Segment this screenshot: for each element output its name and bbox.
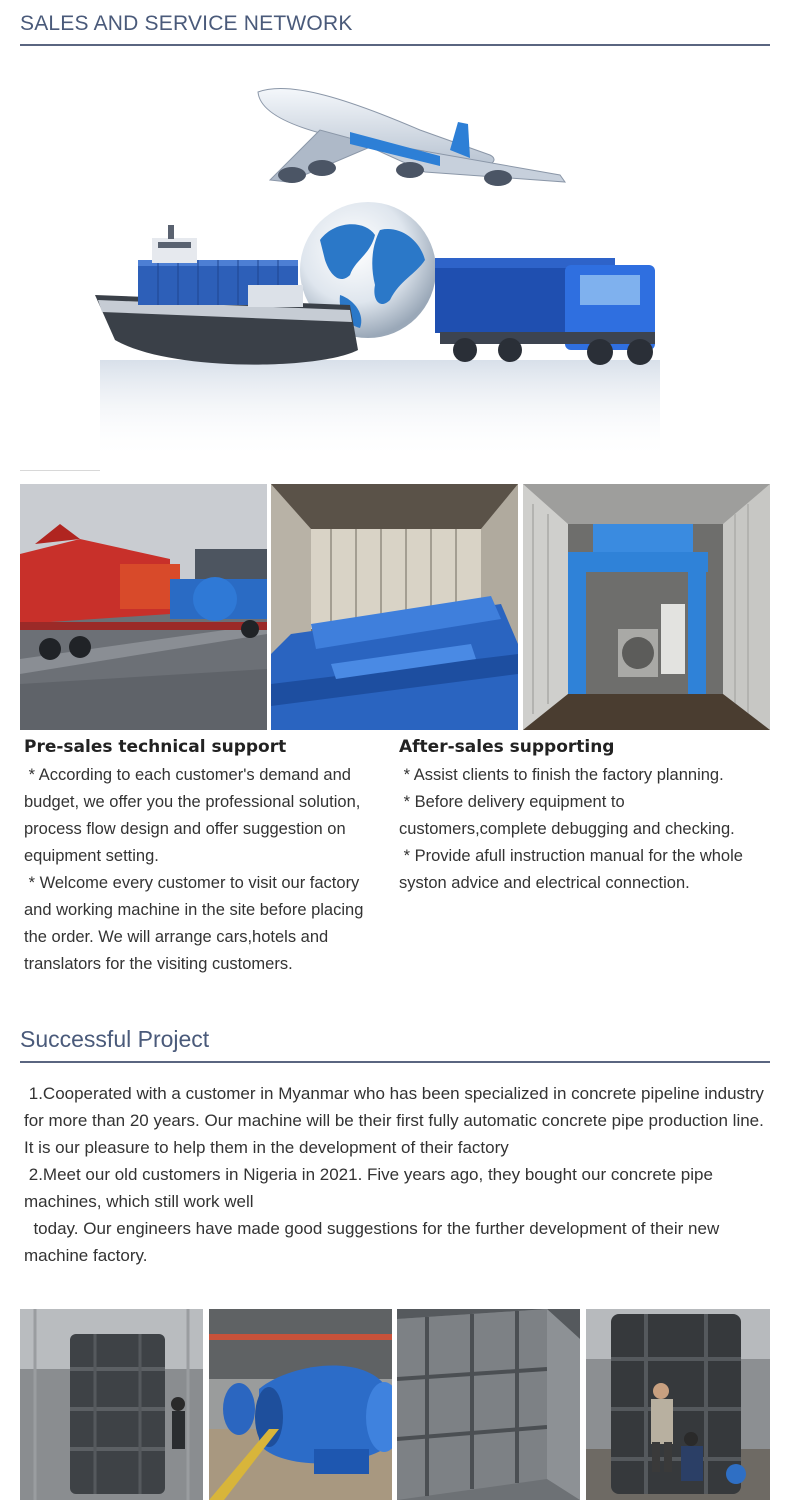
logistics-illustration [20,60,770,465]
after-sales-heading: After-sales supporting [399,737,615,757]
project-photo-pipe-mold [20,1309,203,1500]
sales-network-title: SALES AND SERVICE NETWORK [20,12,770,46]
container-machine-photo [523,484,770,730]
pre-sales-heading: Pre-sales technical support [24,737,287,757]
pre-sales-body: * According to each customer's demand and budget, we offer you the professional solution, process flow design and offer suggestion on equipment setting. * Welcome every customer to visit our factory and working machine in the site before placing the order. We will arrange cars,hotels and translators for the visiting customers. [24,766,364,973]
truck-icon [435,258,655,365]
after-sales-column [399,735,764,897]
truck-loading-photo [20,484,267,730]
project-photo-square-mold [397,1309,580,1500]
airplane-icon [258,88,565,186]
project-photo-blue-mold [209,1309,392,1500]
pre-sales-column [24,735,386,978]
divider [20,470,100,471]
project-photo-workers [586,1309,770,1500]
successful-project-title: Successful Project [20,1026,770,1063]
project-description: 1.Cooperated with a customer in Myanmar who has been specialized in concrete pipeline industry for more than 20 years. Our machine will be their first fully automatic concrete pipe production line. It is our pleasure to help them in the development of their factory 2.Meet our old customers in Nigeria in 2021. Five years ago, they bought our concrete pipe machines, which still work well today. Our engineers have made good suggestions for the further development of their new machine factory. [24,1084,764,1265]
after-sales-body: * Assist clients to finish the factory planning. * Before delivery equipment to customers,complete debugging and checking. * Provide afull instruction manual for the whole syston advice and electrical connection. [399,766,743,892]
container-molds-photo [271,484,518,730]
